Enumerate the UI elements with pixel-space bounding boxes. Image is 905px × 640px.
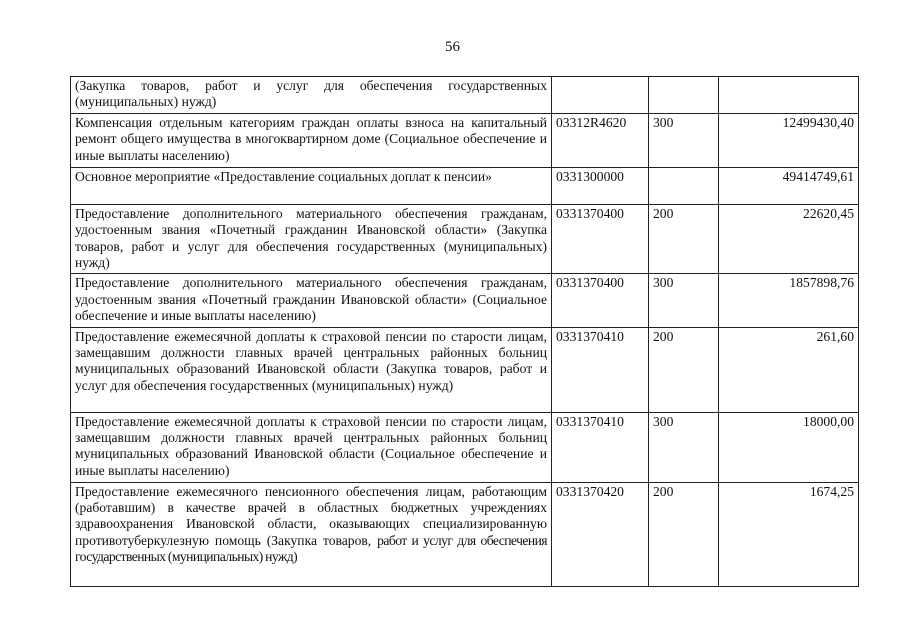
row-sum: 22620,45 xyxy=(719,204,859,274)
row-code: 0331370400 xyxy=(552,274,649,327)
row-name: Предоставление ежемесячной доплаты к страховой пенсии по старости лицам, замещавшим должности главных врачей центральных районных больниц муниципальных образований Ивановской области (Закупка товаров, работ и услуг для обеспечения государственных (муниципальных) нужд) xyxy=(71,327,552,412)
table-row xyxy=(71,204,859,274)
row-sum: 1857898,76 xyxy=(719,274,859,327)
table-row xyxy=(71,167,859,204)
table-row xyxy=(71,113,859,167)
budget-table xyxy=(70,76,859,587)
row-name: Предоставление дополнительного материального обеспечения гражданам, удостоенным звания «Почетный гражданин Ивановской области» (Закупка товаров, работ и услуг для обеспечения государственных (муниципальных) нужд) xyxy=(71,204,552,274)
row-sum: 261,60 xyxy=(719,327,859,412)
row-code: 0331370400 xyxy=(552,204,649,274)
page-number: 56 xyxy=(445,39,460,55)
row-code: 0331370410 xyxy=(552,412,649,482)
row-sum xyxy=(719,77,859,114)
table-row xyxy=(71,77,859,114)
row-sum: 18000,00 xyxy=(719,412,859,482)
row-type xyxy=(649,77,719,114)
row-type: 200 xyxy=(649,482,719,586)
row-type xyxy=(649,167,719,204)
row-code: 0331370410 xyxy=(552,327,649,412)
row-name: Основное мероприятие «Предоставление социальных доплат к пенсии» xyxy=(71,167,552,204)
row-code xyxy=(552,77,649,114)
row-name: Компенсация отдельным категориям граждан оплаты взноса на капитальный ремонт общего имущества в многоквартирном доме (Социальное обеспечение и иные выплаты населению) xyxy=(71,113,552,167)
row-sum: 49414749,61 xyxy=(719,167,859,204)
table-row xyxy=(71,412,859,482)
row-name-main: Предоставление ежемесячного пенсионного обеспечения лицам, работающим (работавшим) в качестве врачей в областных бюджетных учреждениях здравоохранения Ивановской области, оказывающих специализированную противотуберкулезную помощь (Закупка товаров, xyxy=(75,483,547,548)
row-type: 200 xyxy=(649,204,719,274)
row-type: 300 xyxy=(649,274,719,327)
row-name: Предоставление ежемесячной доплаты к страховой пенсии по старости лицам, замещавшим должности главных врачей центральных районных больниц муниципальных образований Ивановской области (Социальное обеспечение и иные выплаты населению) xyxy=(71,412,552,482)
row-name: (Закупка товаров, работ и услуг для обеспечения государственных (муниципальных) нужд) xyxy=(71,77,552,114)
row-code: 0331370420 xyxy=(552,482,649,586)
row-name xyxy=(71,482,552,586)
row-type: 300 xyxy=(649,412,719,482)
row-code: 0331300000 xyxy=(552,167,649,204)
row-code: 03312R4620 xyxy=(552,113,649,167)
row-sum: 12499430,40 xyxy=(719,113,859,167)
row-type: 300 xyxy=(649,113,719,167)
row-sum: 1674,25 xyxy=(719,482,859,586)
table-row xyxy=(71,327,859,412)
row-name-tail: работ и услуг для обеспечения государственных (муниципальных) нужд) xyxy=(75,532,547,565)
row-name: Предоставление дополнительного материального обеспечения гражданам, удостоенным звания «Почетный гражданин Ивановской области» (Социальное обеспечение и иные выплаты населению) xyxy=(71,274,552,327)
row-type: 200 xyxy=(649,327,719,412)
table-row xyxy=(71,482,859,586)
table-row xyxy=(71,274,859,327)
